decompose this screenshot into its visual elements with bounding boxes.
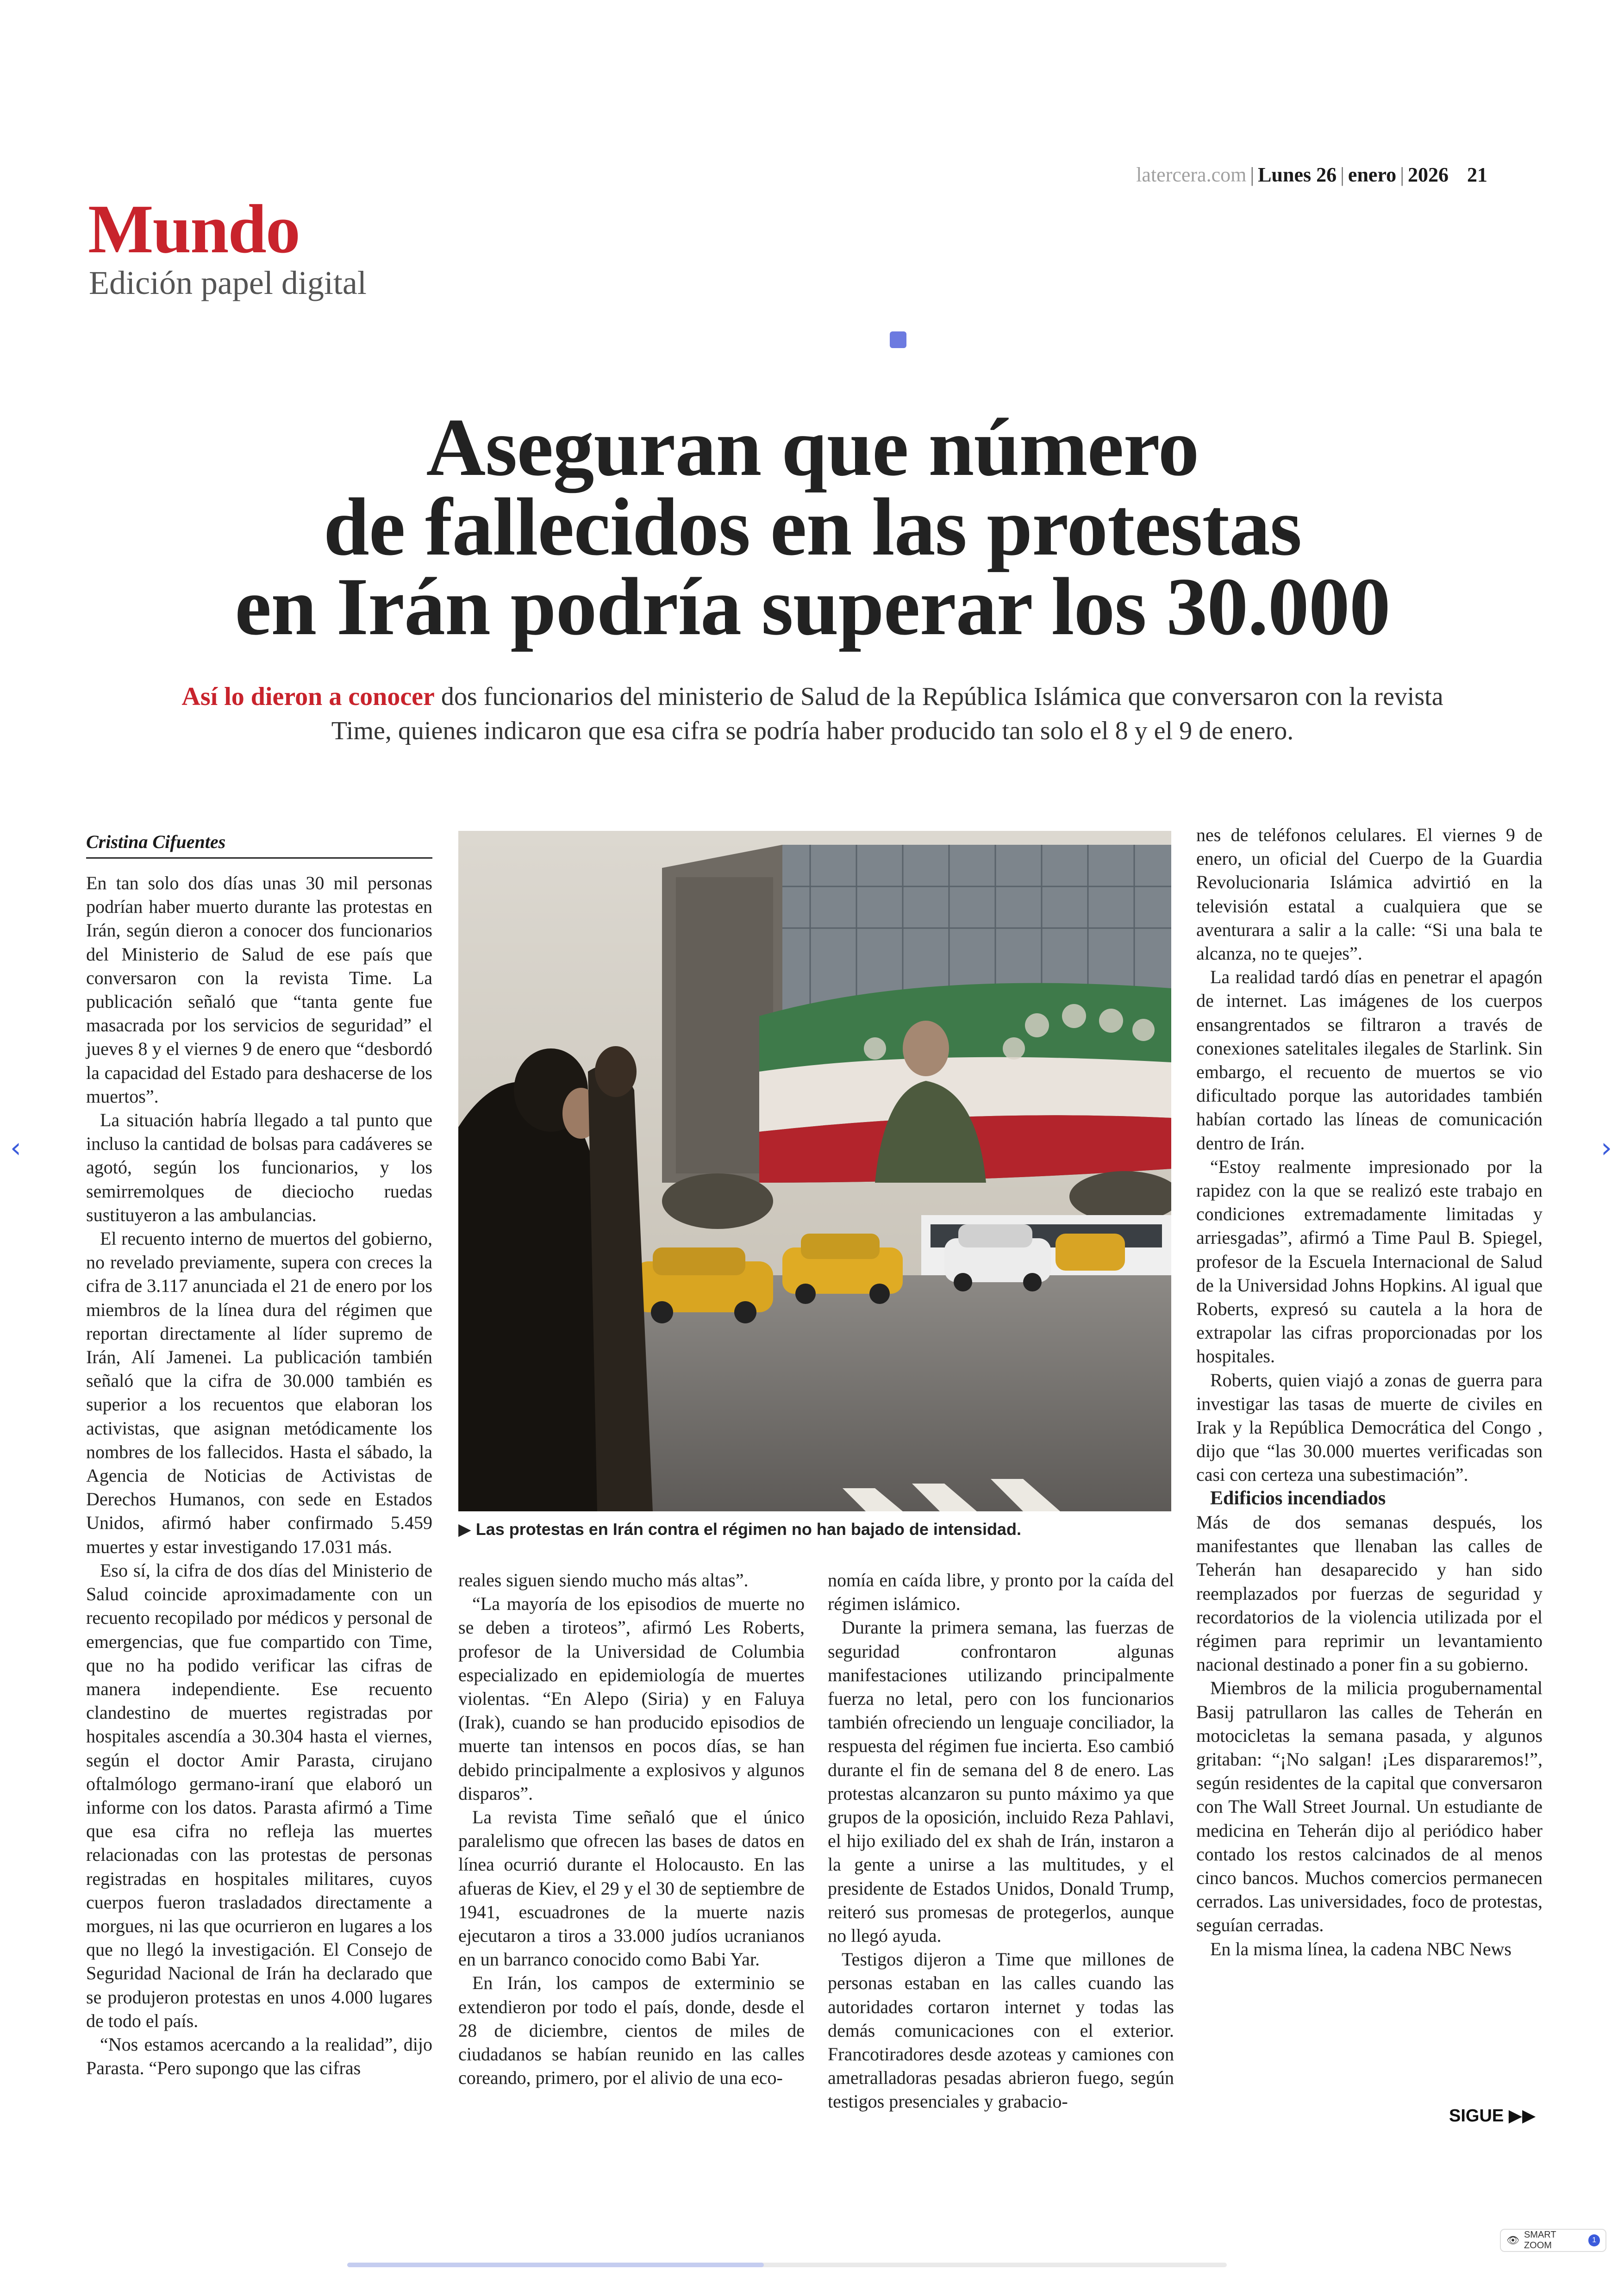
paragraph: Durante la primera semana, las fuerzas de seguridad confrontaron algunas manifestaciones utilizando principalmente fuerza no letal, pero con los funcionarios también ofreciendo un lenguaje conciliador, la respuesta del régimen fue incierta. Eso cambió durante el fin de semana del 8 de enero. Las protestas alcanzaron su punto máximo ya que grupos de la oposición, incluido Reza Pahlavi, el hijo exiliado del ex shah de Irán, instaron a la gente a unirse a las multitudes, y el presidente de Estados Unidos, Donald Trump, reiteró sus promesas de protegerlos, aunque no llegó ayuda. [828,1617,1174,1946]
lead-highlight: Así lo dieron a conocer [181,682,435,711]
continue-label: SIGUE ▶▶ [1449,2106,1536,2126]
paragraph: La situación habría llegado a tal punto que incluso la cantidad de bolsas para cadáveres se agotó, según los funcionarios, y los semirremolques de dieciocho ruedas sustituyeron a las ambulancias. [86,1110,432,1225]
paragraph: nomía en caída libre, y pronto por la caída del régimen islámico. [828,1570,1174,1615]
headline [153,401,1472,652]
article-column-1 [86,871,432,2080]
paragraph: reales siguen siendo mucho más altas”. [458,1570,749,1590]
next-page-icon[interactable]: › [1601,1132,1612,1164]
paragraph: Roberts, quien viajó a zonas de guerra para investigar las tasas de muerte de civiles en Irak y la República Democrática del Congo , dijo que “las 30.000 muertes verificadas son casi con certeza una subestimación”. [1196,1369,1543,1485]
section-title: Mundo [88,191,300,268]
paragraph: En Irán, los campos de exterminio se extendieron por todo el país, donde, desde el 28 de diciembre, cientos de miles de ciudadanos se habían reunido en las calles coreando, primero, por el alivio de una eco- [458,1972,805,2089]
paragraph: “Estoy realmente impresionado por la rapidez con la que se realizó este trabajo en condiciones extremadamente limitadas y arriesgadas”, afirmó a Time Paul B. Spiegel, profesor de la Escuela Internacional de Salud de la Universidad Johns Hopkins. Al igual que Roberts, expresó su cautela a la hora de extrapolar las cifras proporcionadas por los hospitales. [1196,1156,1543,1367]
headline-line: en Irán podría superar los 30.000 [235,561,1390,652]
paragraph: En la misma línea, la cadena NBC News [1210,1938,1512,1959]
smart-zoom-label: SMART ZOOM [1524,2230,1556,2251]
eye-icon: 👁 [1506,2234,1519,2246]
paragraph: Más de dos semanas después, los manifestantes que llenaban las calles de Teherán han desaparecido y han sido reemplazados por fuerzas de seguridad y recordatorios de la violencia utilizada por el régimen para reprimir un levantamiento nacional destinado a poner fin a su gobierno. [1196,1511,1543,1675]
article-column-2 [458,1568,805,2089]
article-column-3 [828,1568,1174,2114]
paragraph: nes de teléfonos celulares. El viernes 9 de enero, un oficial del Cuerpo de la Guardia Revolucionaria Islámica advirtió en la televisión estatal a cualquiera que se aventurara a salir a la calle: “Si una bala te alcanza, no te quejes”. [1196,824,1543,964]
headline-line: de fallecidos en las protestas [323,481,1302,573]
page-scrollbar[interactable] [347,2263,1227,2267]
headline-line: Aseguran que número [426,401,1199,493]
site-name: latercera.com [1136,163,1247,186]
smart-zoom-badge: 1 [1588,2234,1600,2246]
lead-text: dos funcionarios del ministerio de Salud de la República Islámica que conversaron con la revista Time, quienes indicaron que esa cifra se podría haber producido tan solo el 8 y el 9 de enero. [331,682,1443,745]
folio: latercera.com | Lunes 26 | enero | 2026 21 [1136,163,1487,186]
article-column-4 [1196,823,1543,1961]
paragraph: “La mayoría de los episodios de muerte no se deben a tiroteos”, afirmó Les Roberts, profesor de la Universidad de Columbia especializado en epidemiología de muertes violentas. “En Alepo (Siria) y en Faluya (Irak), cuando se han producido episodios de muerte tan intensos en pocos días, se han debido principalmente a explosivos y algunos disparos”. [458,1593,805,1804]
folio-year: 2026 [1408,163,1449,186]
paragraph: Miembros de la milicia progubernamental Basij patrullaron las calles de Teherán en motocicletas la semana pasada, y algunos gritaban: “¡No salgan! ¡Les dispararemos!”, según residentes de la capital que conversaron con The Wall Street Journal. Un estudiante de medicina en Teherán dijo al periódico haber contado los restos calcinados de al menos cinco bancos. Muchos comercios permanecen cerrados. Las universidades, foco de protestas, seguían cerradas. [1196,1678,1543,1936]
paragraph: La realidad tardó días en penetrar el apagón de internet. Las imágenes de los cuerpos ensangrentados se filtraron a través de conexiones satelitales ilegales de Starlink. Sin embargo, el recuento de muertos se vio dificultado porque las autoridades también habían cortado las líneas de comunicación dentro de Irán. [1196,967,1543,1154]
scrollbar-thumb[interactable] [347,2263,764,2267]
page-number: 21 [1467,163,1487,186]
paragraph: En tan solo dos días unas 30 mil personas podrían haber muerto durante las protestas en Irán, según dieron a conocer dos funcionarios del Ministerio de Salud de ese país que conversaron con la revista Time. La publicación señaló que “tanta gente fue masacrada por los servicios de seguridad” el jueves 8 y el viernes 9 de enero que “desbordó la capacidad del Estado para deshacerse de los muertos”. [86,873,432,1107]
photo-caption [458,1520,1171,1539]
paragraph: La revista Time señaló que el único paralelismo que ofrecen las bases de datos en línea ocurrió durante el Holocausto. En las afueras de Kiev, el 29 y el 30 de septiembre de 1941, escuadrones de la muerte nazis ejecutaron a tiros a 33.000 judíos ucranianos en un barranco conocido como Babi Yar. [458,1807,805,1970]
byline: Cristina Cifuentes [86,831,432,859]
lead-paragraph [176,680,1449,748]
news-photo [458,831,1171,1511]
edition-label: Edición papel digital [89,264,367,301]
smart-zoom-button[interactable] [1500,2229,1606,2252]
paragraph: “Nos estamos acercando a la realidad”, dijo Parasta. “Pero supongo que las cifras [86,2033,432,2079]
annotation-marker-icon[interactable] [890,331,906,348]
folio-day: Lunes 26 [1258,163,1337,186]
subheading: Edificios incendiados [1210,1487,1386,1509]
paragraph: Testigos dijeron a Time que millones de personas estaban en las calles cuando las autoridades cortaron internet y todas las demás comunicaciones con el exterior. Francotiradores desde azoteas y camiones con ametralladoras pesadas abrieron fuego, según testigos presenciales y grabacio- [828,1949,1174,2112]
previous-page-icon[interactable]: ‹ [10,1132,21,1164]
caption-text: Las protestas en Irán contra el régimen no han bajado de intensidad. [475,1520,1021,1539]
folio-month: enero [1348,163,1397,186]
paragraph: Eso sí, la cifra de dos días del Ministerio de Salud coincide aproximadamente con un recuento recopilado por médicos y personal de emergencias, que fue compartido con Time, que no ha podido verificar las cifras de manera independiente. Ese recuento clandestino de muertes registradas por hospitales ascendía a 30.304 hasta el viernes, según el doctor Amir Parasta, cirujano oftalmólogo germano-iraní que elaboró un informe con los datos. Parasta afirmó a Time que esa cifra no refleja las muertes relacionadas con las protestas de personas registradas en hospitales militares, cuyos cuerpos fueron trasladados directamente a morgues, ni las que ocurrieron en lugares a los que no llegó la investigación. El Consejo de Seguridad Nacional de Irán ha declarado que se produjeron protestas en unos 4.000 lugares de todo el país. [86,1559,432,2031]
caption-arrow-icon: ▶ [458,1520,471,1539]
paragraph: El recuento interno de muertos del gobierno, no revelado previamente, supera con creces la cifra de 3.117 anunciada el 21 de enero por los miembros de la línea dura del régimen que reportan directamente al líder supremo de Irán, Alí Jamenei. La publicación también señaló que la cifra de 30.000 también es superior a los recuentos que elaboran los activistas, que asignan metódicamente los nombres de los fallecidos. Hasta el sábado, la Agencia de Noticias de Activistas de Derechos Humanos, con sede en Estados Unidos, afirmó haber confirmado 5.459 muertes y estar investigando 17.031 más. [86,1228,432,1557]
